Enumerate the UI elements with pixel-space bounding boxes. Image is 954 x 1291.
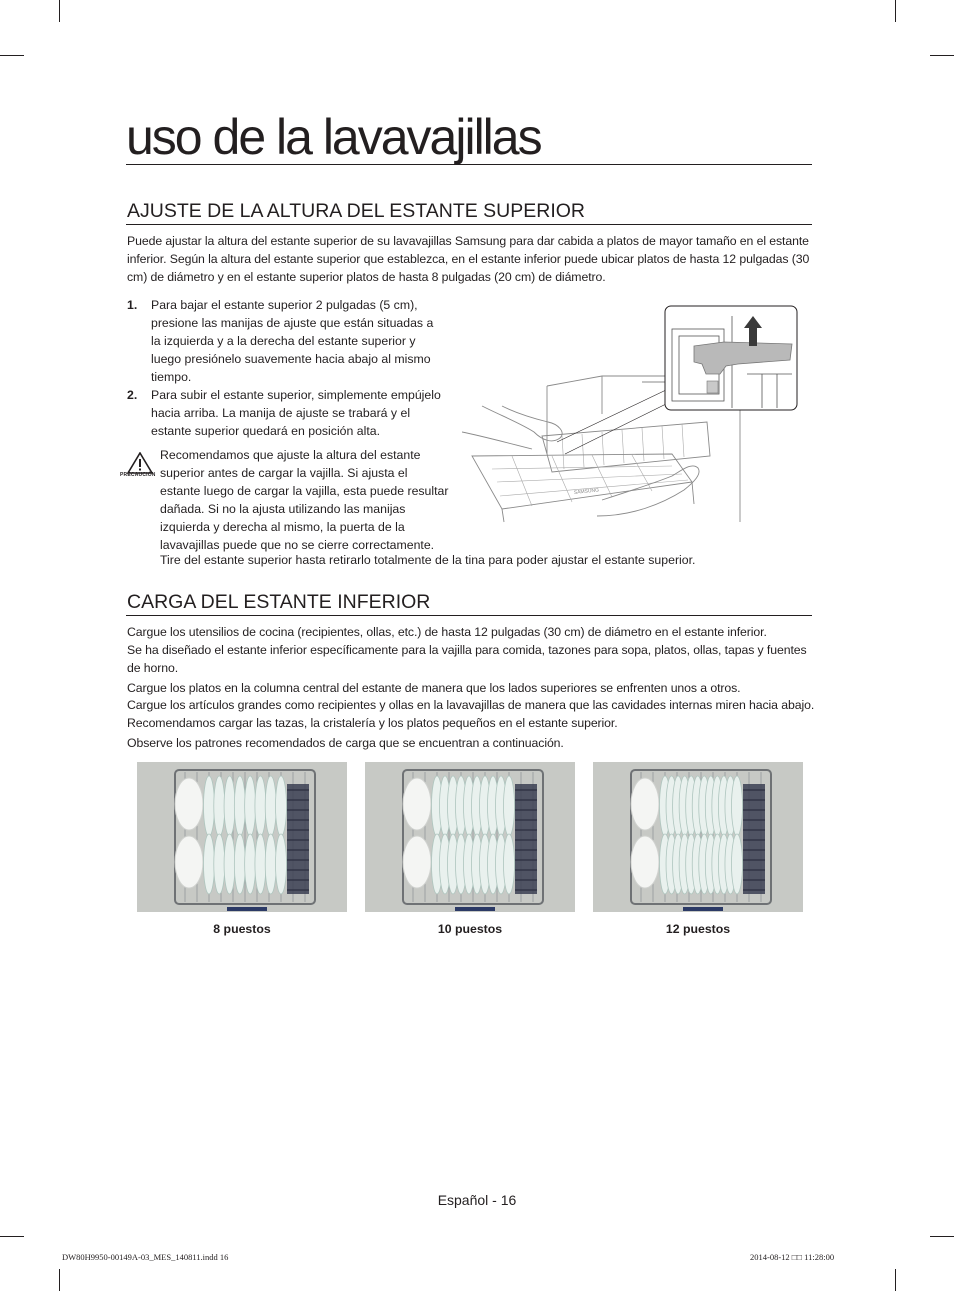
print-date: 2014-08-12 □□ 11:28:00 xyxy=(750,1252,835,1262)
crop-mark xyxy=(0,1236,24,1237)
photo-caption: 10 puestos xyxy=(437,922,503,936)
paragraph: Cargue los platos en la columna central del estante de manera que los lados superiores se enfrenten unos a otros. xyxy=(127,681,741,695)
paragraph: Se ha diseñado el estante inferior específicamente para la vajilla para comida, tazones para sopa, platos, ollas, tapas y fuentes de horno. xyxy=(127,643,807,675)
loading-photo-8 xyxy=(137,762,347,912)
chapter-rule xyxy=(126,164,812,165)
page-number: Español - 16 xyxy=(437,1192,517,1208)
caution-label: PRECAUCIÓN xyxy=(120,472,156,478)
section-intro: Puede ajustar la altura del estante superior de su lavavajillas Samsung para dar cabida a platos de mayor tamaño en el estante inferior. Según la altura del estante superior que establezca, en el estante inferior puede ubicar platos de hasta 12 pulgadas (30 cm) de diámetro y en el estante superior platos de hasta 8 pulgadas (20 cm) de diámetro. xyxy=(127,234,810,284)
step-number: 1. xyxy=(127,298,138,312)
crop-mark xyxy=(0,55,24,56)
section-rule xyxy=(126,224,812,225)
caution-icon xyxy=(127,452,153,474)
step-text: Para bajar el estante superior 2 pulgadas (5 cm), presione las manijas de ajuste que están situadas a la izquierda y a la derecha del estante superior y luego presiónelo suavemente hacia abajo al mismo tiempo. xyxy=(151,298,434,384)
photo-caption: 12 puestos xyxy=(665,922,731,936)
loading-photo-12 xyxy=(593,762,803,912)
section-title-lower-rack: CARGA DEL ESTANTE INFERIOR xyxy=(127,591,431,613)
crop-mark xyxy=(930,1236,954,1237)
chapter-title: uso de la lavavajillas xyxy=(126,109,541,165)
step-number: 2. xyxy=(127,388,138,402)
step-text: Para subir el estante superior, simplemente empújelo hacia arriba. La manija de ajuste se trabará y el estante superior quedará en posición alta. xyxy=(151,388,441,438)
section-title-rack-height: AJUSTE DE LA ALTURA DEL ESTANTE SUPERIOR xyxy=(127,200,586,222)
crop-mark xyxy=(59,1269,60,1291)
crop-mark xyxy=(895,0,896,22)
photo-caption: 8 puestos xyxy=(213,922,271,936)
caution-note: Tire del estante superior hasta retirarlo totalmente de la tina para poder ajustar el estante superior. xyxy=(160,553,696,567)
loading-photo-10 xyxy=(365,762,575,912)
crop-mark xyxy=(895,1269,896,1291)
rack-adjust-illustration xyxy=(462,304,802,526)
caution-text: Recomendamos que ajuste la altura del estante superior antes de cargar la vajilla. Si ajusta el estante luego de cargar la vajilla, esta puede resultar dañada. Si no la ajusta utilizando las manijas izquierda y derecha al mismo, la puerta de la lavavajillas puede que no se cierre correctamente. xyxy=(160,448,449,552)
crop-mark xyxy=(59,0,60,22)
print-file-name: DW80H9950-00149A-03_MES_140811.indd 16 xyxy=(62,1252,229,1262)
paragraph: Observe los patrones recomendados de carga que se encuentran a continuación. xyxy=(127,736,564,750)
crop-mark xyxy=(930,55,954,56)
brand-mark: SAMSUNG xyxy=(573,487,600,496)
section-rule xyxy=(126,615,812,616)
paragraph: Cargue los utensilios de cocina (recipientes, ollas, etc.) de hasta 12 pulgadas (30 cm) de diámetro en el estante inferior. xyxy=(127,625,767,639)
paragraph: Cargue los artículos grandes como recipientes y ollas en la lavavajillas de manera que las cavidades internas miren hacia abajo. Recomendamos cargar las tazas, la cristalería y los platos pequeños en el estante superior. xyxy=(127,698,815,730)
